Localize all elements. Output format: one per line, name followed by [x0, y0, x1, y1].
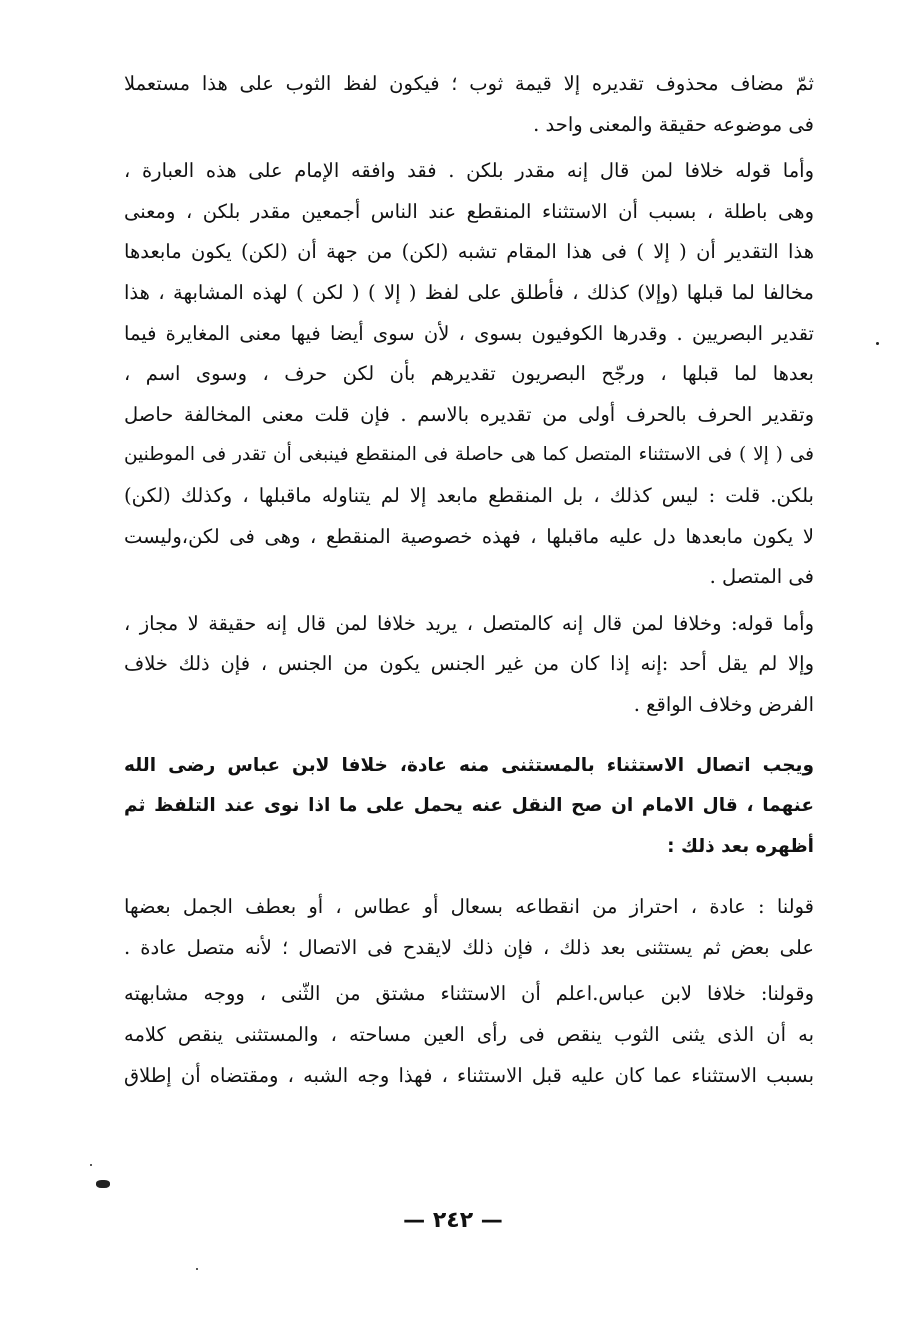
text-line: ثمّ مضاف محذوف تقديره إلا قيمة ثوب ؛ فيكون لفظ الثوب على هذا مستعملا: [124, 72, 814, 95]
text-line: وإلا لم يقل أحد :إنه إذا كان من غير الجنس يكون من الجنس ، فإن ذلك خلاف: [124, 652, 814, 676]
ink-speck: [90, 1164, 92, 1166]
text-line: على بعض ثم يستثنى بعد ذلك ، فإن ذلك لايقدح فى الاتصال ؛ لأنه متصل عادة .: [124, 935, 814, 959]
ink-speck: [96, 1180, 110, 1188]
text-line: وأما قوله: وخلافا لمن قال إنه كالمتصل ، يريد خلافا لمن قال إنه حقيقة لا مجاز ،: [124, 611, 814, 635]
page-number: — ٢٤٢ —: [403, 1208, 503, 1233]
text-line: فى المتصل .: [709, 565, 814, 589]
paragraph-commentary: [124, 974, 814, 1096]
text-line: بلكن. قلت : ليس كذلك ، بل المنقطع مابعد إلا لم يتناوله ماقبلها ، وكذلك (لكن): [124, 483, 814, 507]
text-line: قولنا : عادة ، احتراز من انقطاعه بسعال أو عطاس ، أو بعطف الجمل بعضها: [124, 895, 814, 919]
text-line: به أن الذى يثنى الثوب ينقص فى رأى العين مساحته ، والمستثنى ينقص كلامه: [124, 1023, 814, 1047]
text-line: وقولنا: خلافا لابن عباس.اعلم أن الاستثناء مشتق من الثّنى ، ووجه مشابهته: [124, 982, 814, 1006]
text-line: ويجب اتصال الاستثناء بالمستثنى منه عادة، خلافا لابن عباس رضى الله: [124, 754, 814, 776]
text-line: تقدير البصريين . وقدرها الكوفيون بسوى ، لأن سوى أيضا فيها معنى المغايرة فيما: [124, 321, 814, 345]
paragraph-commentary: [124, 604, 814, 726]
text-line: عنهما ، قال الامام ان صح النقل عنه يحمل على ما اذا نوى عند التلفظ ثم: [124, 795, 814, 817]
paragraph-commentary: [124, 887, 814, 968]
paragraph-commentary: [124, 151, 814, 598]
text-line: مخالفا لما قبلها (وإلا) كذلك ، فأطلق على لفظ ( إلا ) ( لكن ) لهذه المشابهة ، هذا: [124, 280, 814, 304]
paragraph-commentary: [124, 64, 814, 145]
text-line: بعدها لما قبلها ، ورجّح البصريون تقديرهم بأن لكن حرف ، وسوى اسم ،: [124, 362, 814, 386]
text-line: الفرض وخلاف الواقع .: [633, 692, 814, 716]
ink-speck: [196, 1268, 198, 1270]
text-line: لا يكون مابعدها دل عليه ماقبلها ، فهذه خصوصية المنقطع ، وهى فى لكن،وليست: [124, 524, 814, 548]
text-line: وهى باطلة ، بسبب أن الاستثناء المنقطع عند الناس أجمعين مقدر بلكن ، ومعنى: [124, 199, 814, 223]
text-line: فى ( إلا ) فى الاستثناء المتصل كما هى حاصلة فى المنقطع فينبغى أن تقدر فى الموطنين: [124, 444, 814, 466]
paragraph-main-text: [124, 746, 814, 868]
text-line: فى موضوعه حقيقة والمعنى واحد .: [533, 112, 814, 136]
page-body: [124, 64, 814, 1096]
text-line: وأما قوله خلافا لمن قال إنه مقدر بلكن . فقد وافقه الإمام على هذه العبارة ،: [124, 159, 814, 183]
ink-speck: [876, 342, 879, 345]
text-line: بسبب الاستثناء عما كان عليه قبل الاستثناء ، فهذا وجه الشبه ، ومقتضاه أن إطلاق: [124, 1063, 814, 1087]
text-line: أظهره بعد ذلك :: [667, 835, 814, 857]
text-line: هذا التقدير أن ( إلا ) فى هذا المقام تشبه (لكن) من جهة أن (لكن) يكون مابعدها: [124, 240, 814, 264]
text-line: وتقدير الحرف بالحرف أولى من تقديره بالاسم . فإن قلت معنى المخالفة حاصل: [124, 402, 814, 426]
